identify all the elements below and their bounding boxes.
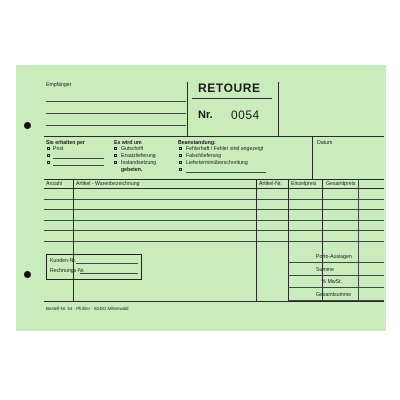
number-value: 0054 bbox=[231, 108, 260, 122]
col-header-article-no: Artikel-Nr. bbox=[259, 181, 282, 187]
customer-no-line[interactable] bbox=[76, 263, 138, 264]
customer-no-label: Kunden-Nr. bbox=[50, 258, 77, 264]
checkbox-ersatzlieferung[interactable] bbox=[114, 154, 117, 157]
as-option-ersatzlieferung: Ersatzlieferung bbox=[121, 153, 156, 159]
col-header-article: Artikel - Warenbezeichnung bbox=[76, 181, 140, 187]
totals-line bbox=[288, 275, 384, 276]
checkbox-instandsetzung[interactable] bbox=[114, 161, 117, 164]
table-row bbox=[44, 220, 384, 221]
section-divider bbox=[44, 136, 384, 137]
totals-label: Porto-Auslagen bbox=[316, 254, 352, 260]
col-header-total-price: Gesamtpreis bbox=[326, 181, 356, 187]
date-label: Datum bbox=[317, 140, 333, 146]
title-underline bbox=[192, 98, 272, 99]
received-label: Sie erhalten per bbox=[46, 140, 85, 146]
received-option-post: Post bbox=[53, 146, 64, 152]
checkbox-post[interactable] bbox=[47, 147, 50, 150]
checkbox-received-2[interactable] bbox=[47, 154, 50, 157]
title-divider-right bbox=[278, 82, 279, 136]
recipient-line-1 bbox=[46, 101, 186, 102]
checkbox-falschlieferung[interactable] bbox=[179, 154, 182, 157]
checkbox-fehlerhaft[interactable] bbox=[179, 147, 182, 150]
recipient-label: Empfänger bbox=[46, 82, 72, 88]
footer-text: Bestell-Nr. 54 · Pfuhler · 82481 Mittenwald bbox=[46, 306, 129, 311]
received-line-2 bbox=[53, 158, 104, 159]
checkbox-lieferterminueberschreitung[interactable] bbox=[179, 161, 182, 164]
totals-line bbox=[288, 287, 384, 288]
table-header-line bbox=[44, 188, 384, 189]
as-option-gutschrift: Gutschrift bbox=[121, 146, 144, 152]
as-suffix: gebeten. bbox=[121, 167, 143, 173]
table-bottom-line bbox=[44, 301, 384, 302]
punch-hole-top bbox=[24, 122, 31, 129]
recipient-line-2 bbox=[46, 113, 186, 114]
complaint-option-falschlieferung: Falschlieferung bbox=[186, 153, 222, 159]
date-divider bbox=[312, 136, 313, 179]
recipient-line-3 bbox=[46, 125, 186, 126]
col-divider-3 bbox=[288, 179, 289, 301]
invoice-no-label: Rechnungs-Nr. bbox=[50, 268, 85, 274]
punch-hole-bottom bbox=[24, 271, 31, 278]
col-divider-1 bbox=[73, 179, 74, 301]
complaint-label: Beanstandung: bbox=[178, 140, 216, 146]
checkbox-gutschrift[interactable] bbox=[114, 147, 117, 150]
totals-label: Gesamtsumme bbox=[316, 291, 352, 298]
totals-label: Summe bbox=[316, 266, 334, 273]
table-row bbox=[44, 209, 384, 210]
table-row bbox=[44, 199, 384, 200]
totals-label: % MwSt. bbox=[321, 279, 342, 285]
col-header-unit-price: Einzelpreis bbox=[291, 181, 317, 187]
totals-line bbox=[288, 262, 384, 263]
table-row bbox=[44, 230, 384, 231]
form-title: RETOURE bbox=[198, 81, 261, 95]
col-divider-5 bbox=[358, 179, 359, 301]
table-row bbox=[44, 241, 384, 242]
col-divider-2 bbox=[256, 179, 257, 301]
as-option-instandsetzung: Instandsetzung bbox=[121, 160, 157, 166]
retoure-form bbox=[16, 65, 386, 331]
as-label: Es wird um bbox=[114, 140, 142, 146]
number-label: Nr. bbox=[198, 109, 213, 121]
title-divider-left bbox=[187, 82, 188, 136]
complaint-line-4 bbox=[186, 172, 266, 173]
complaint-option-fehlerhaft: Fehlerhaft / Fehler sind angezeigt bbox=[186, 146, 264, 152]
table-top-line bbox=[44, 179, 384, 180]
invoice-no-line[interactable] bbox=[80, 273, 138, 274]
checkbox-complaint-4[interactable] bbox=[179, 168, 182, 171]
totals-line bbox=[288, 300, 384, 301]
received-line-3 bbox=[53, 165, 104, 166]
checkbox-received-3[interactable] bbox=[47, 161, 50, 164]
col-header-qty: Anzahl bbox=[46, 181, 62, 187]
complaint-option-liefertermin: Lieferterminüberschreitung bbox=[186, 160, 248, 166]
